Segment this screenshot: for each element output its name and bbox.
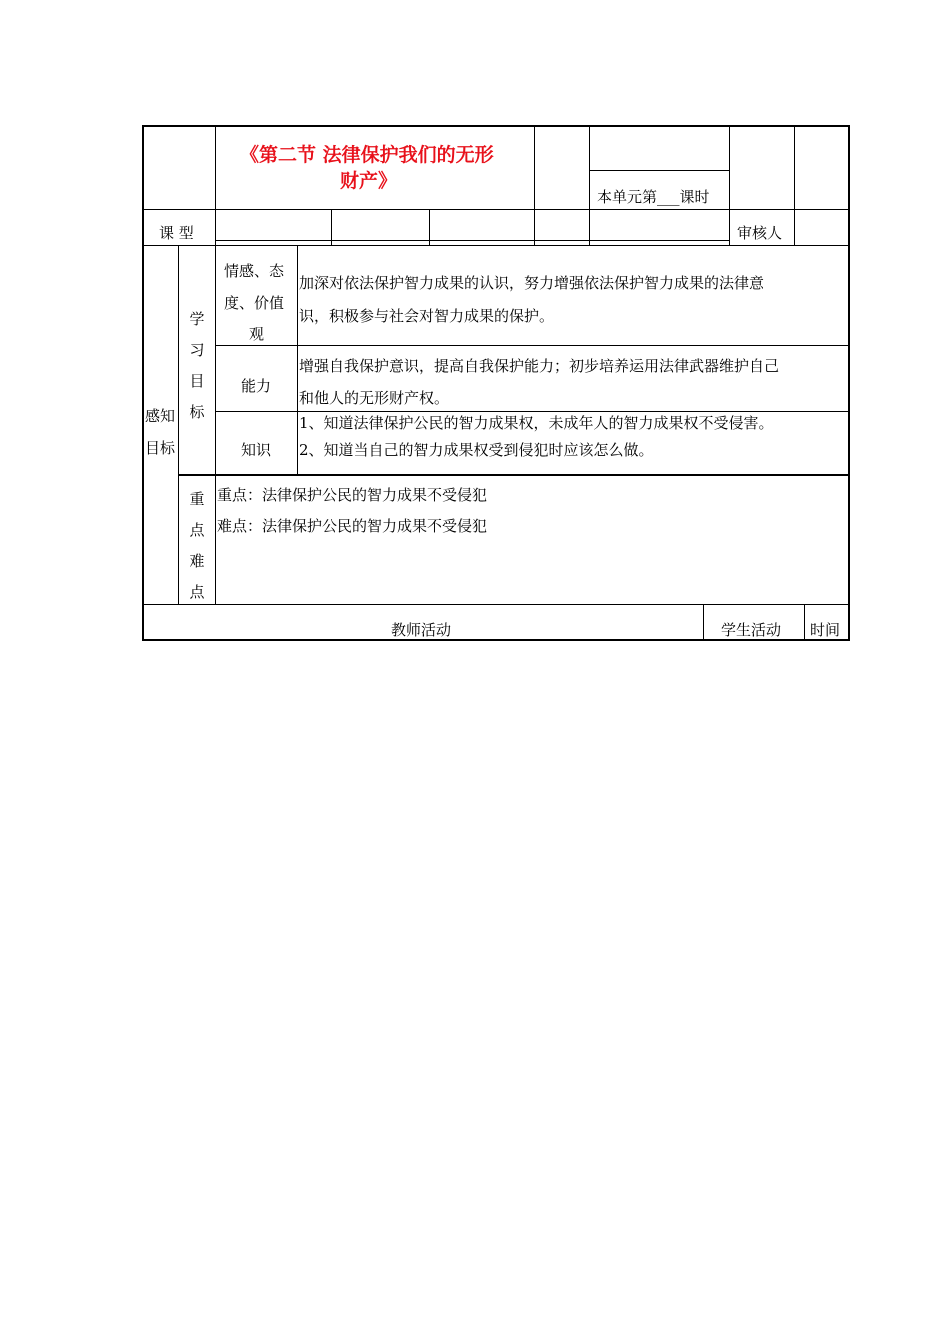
lesson-count-cell-top: [589, 170, 729, 171]
time-header: 时间: [810, 621, 841, 639]
key-point-text: 重点：法律保护公民的智力成果不受侵犯: [217, 486, 488, 504]
meta-divider-6: [729, 209, 730, 245]
ability-goal-text-1: 增强自我保护意识，提高自我保护能力；初步培养运用法律武器维护自己: [299, 357, 780, 375]
student-activity-header: 学生活动: [721, 621, 782, 639]
key-points-label: [184, 484, 210, 608]
study-goal-char: 学: [189, 310, 205, 328]
lesson-count-text: 本单元第___课时: [597, 188, 710, 206]
activity-divider-2: [804, 604, 805, 641]
emotion-label-3: 观: [249, 325, 265, 343]
knowledge-goal-text-2: 2、知道当自己的智力成果权受到侵犯时应该怎么做。: [299, 441, 654, 459]
emotion-label-2: 度、价值: [224, 294, 285, 312]
lesson-title-line-2: 财产》: [340, 170, 398, 192]
emotion-goal-text-2: 识，积极参与社会对智力成果的保护。: [299, 307, 555, 325]
meta-row-bottom: [142, 245, 850, 246]
study-goal-char: 习: [189, 341, 205, 359]
meta-inner-line: [215, 240, 729, 241]
emotion-row-bottom: [215, 345, 850, 346]
ability-goal-text-2: 和他人的无形财产权。: [299, 389, 450, 407]
difficult-point-text: 难点：法律保护公民的智力成果不受侵犯: [217, 517, 488, 535]
goals-study-divider: [215, 245, 216, 604]
study-goal-char: 目: [189, 372, 205, 390]
reviewer-label: 审核人: [737, 224, 783, 242]
header-divider-4: [729, 125, 730, 209]
activity-divider-1: [703, 604, 704, 641]
ability-label: 能力: [241, 377, 272, 395]
knowledge-label: 知识: [241, 441, 272, 459]
header-divider-2: [534, 125, 535, 209]
goals-outer-divider: [178, 245, 179, 604]
header-row-bottom: [142, 209, 850, 210]
teacher-activity-header: 教师活动: [391, 621, 452, 639]
perception-goal-label-2: 目标: [145, 439, 176, 457]
meta-divider-7: [794, 209, 795, 245]
emotion-label-1: 情感、态: [224, 262, 285, 280]
goals-label-divider: [297, 245, 298, 474]
key-points-char: 难: [189, 552, 205, 570]
class-type-label: 课 型: [159, 224, 194, 242]
study-goal-char: 标: [189, 403, 205, 421]
lesson-title-line-1: 《第二节 法律保护我们的无形: [240, 144, 494, 166]
header-divider-1: [215, 125, 216, 209]
emotion-goal-text-1: 加深对依法保护智力成果的认识，努力增强依法保护智力成果的法律意: [299, 274, 765, 292]
goals-study-bottom: [178, 474, 850, 476]
knowledge-goal-text-1: 1、知道法律保护公民的智力成果权，未成年人的智力成果权不受侵害。: [299, 414, 774, 432]
key-points-char: 重: [189, 490, 205, 508]
perception-goal-label-1: 感知: [145, 407, 176, 425]
key-points-char: 点: [189, 521, 205, 539]
study-goal-label: [184, 304, 210, 428]
activity-row-top: [142, 604, 850, 605]
key-points-char: 点: [189, 583, 205, 601]
header-divider-3: [589, 125, 590, 209]
ability-row-bottom: [215, 411, 850, 412]
header-divider-5: [794, 125, 795, 209]
